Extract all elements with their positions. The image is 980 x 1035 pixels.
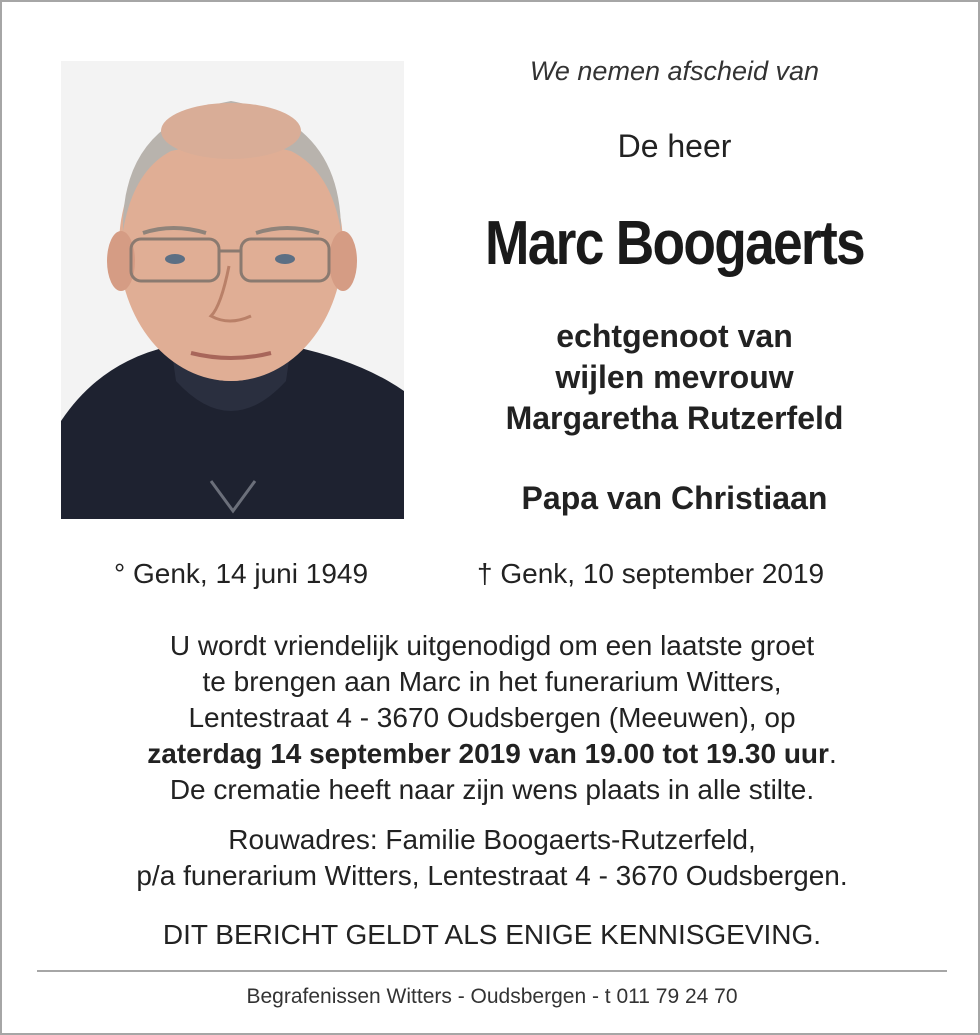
invitation-line: De crematie heeft naar zijn wens plaats in alle stilte. [169, 774, 815, 805]
relation-line: wijlen mevrouw [555, 359, 794, 395]
address-line: p/a funerarium Witters, Lentestraat 4 - 3670 Oudsbergen. [136, 860, 848, 891]
notice-text: DIT BERICHT GELDT ALS ENIGE KENNISGEVING. [162, 919, 822, 950]
visit-date-time: zaterdag 14 september 2019 van 19.00 tot 19.30 uur [147, 738, 829, 769]
intro-text: We nemen afscheid van [529, 56, 820, 86]
deceased-name: Marc Boogaerts [485, 209, 864, 278]
birth-date: ° Genk, 14 juni 1949 [114, 558, 369, 589]
invitation-line [42, 736, 942, 772]
mourning-address [42, 822, 942, 894]
honorific: De heer [617, 128, 732, 164]
invitation-line: U wordt vriendelijk uitgenodigd om een laatste groet [169, 630, 815, 661]
death-date-block [477, 558, 824, 590]
relation-line: Margaretha Rutzerfeld [505, 400, 844, 436]
funeral-home-footer: Begrafenissen Witters - Oudsbergen - t 011 79 24 70 [246, 985, 738, 1008]
child-line: Papa van Christiaan [521, 480, 828, 516]
relation-block [442, 316, 907, 439]
invitation-period: . [828, 738, 837, 769]
portrait-photo [61, 61, 404, 519]
address-line: Rouwadres: Familie Boogaerts-Rutzerfeld, [228, 824, 756, 855]
invitation-line: te brengen aan Marc in het funerarium Witters, [202, 666, 782, 697]
cross-icon: † [477, 558, 493, 589]
footer-divider [37, 970, 947, 972]
invitation-text [42, 628, 942, 808]
death-date: Genk, 10 september 2019 [492, 558, 825, 589]
relation-line: echtgenoot van [556, 318, 793, 354]
invitation-line: Lentestraat 4 - 3670 Oudsbergen (Meeuwen), op [188, 702, 796, 733]
